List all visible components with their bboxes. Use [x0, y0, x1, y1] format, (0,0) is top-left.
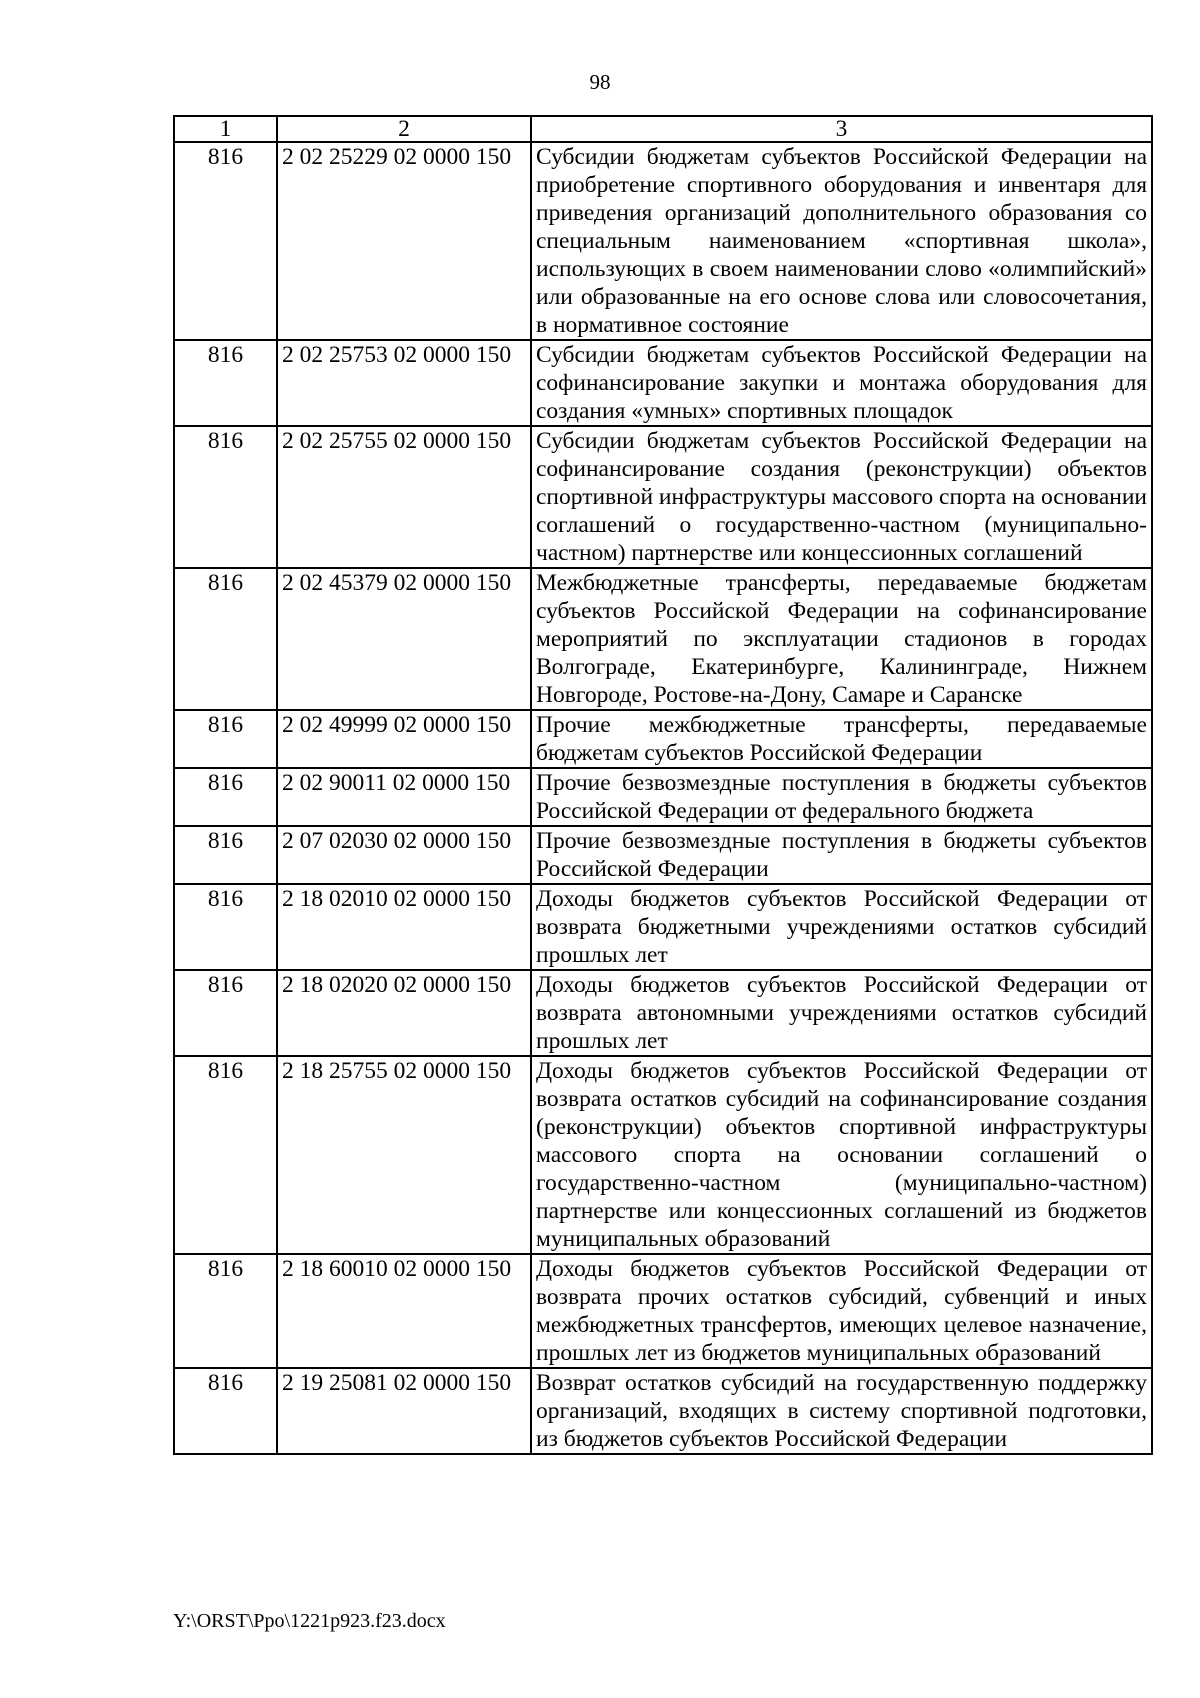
- table-row: [174, 710, 1152, 768]
- table-row: [174, 884, 1152, 970]
- column-header-3: 3: [531, 116, 1152, 142]
- footer-file-path: Y:\ORST\Ppo\1221p923.f23.docx: [173, 1610, 446, 1632]
- admin-code-cell: 816: [174, 826, 277, 884]
- admin-code-cell: 816: [174, 1368, 277, 1454]
- admin-code-cell: 816: [174, 568, 277, 710]
- description-cell: Субсидии бюджетам субъектов Российской Федерации на софинансирование создания (реконструкции) объектов спортивной инфраструктуры массового спорта на основании соглашений о государственно-частном (муниципально-частном) партнерстве или концессионных соглашений: [531, 426, 1152, 568]
- description-cell: Межбюджетные трансферты, передаваемые бюджетам субъектов Российской Федерации на софинансирование мероприятий по эксплуатации стадионов в городах Волгограде, Екатеринбурге, Калининграде, Нижнем Новгороде, Ростове-на-Дону, Самаре и Саранске: [531, 568, 1152, 710]
- description-cell: Субсидии бюджетам субъектов Российской Федерации на софинансирование закупки и монтажа оборудования для создания «умных» спортивных площадок: [531, 340, 1152, 426]
- description-cell: Возврат остатков субсидий на государственную поддержку организаций, входящих в систему спортивной подготовки, из бюджетов субъектов Российской Федерации: [531, 1368, 1152, 1454]
- table-header-row: [174, 116, 1152, 142]
- budget-code-cell: 2 18 60010 02 0000 150: [277, 1254, 531, 1368]
- table-row: [174, 568, 1152, 710]
- budget-code-cell: 2 02 90011 02 0000 150: [277, 768, 531, 826]
- table-row: [174, 1056, 1152, 1254]
- budget-code-cell: 2 07 02030 02 0000 150: [277, 826, 531, 884]
- budget-code-cell: 2 18 25755 02 0000 150: [277, 1056, 531, 1254]
- description-cell: Доходы бюджетов субъектов Российской Федерации от возврата бюджетными учреждениями остатков субсидий прошлых лет: [531, 884, 1152, 970]
- budget-code-cell: 2 02 25753 02 0000 150: [277, 340, 531, 426]
- admin-code-cell: 816: [174, 884, 277, 970]
- admin-code-cell: 816: [174, 426, 277, 568]
- budget-code-cell: 2 19 25081 02 0000 150: [277, 1368, 531, 1454]
- admin-code-cell: 816: [174, 970, 277, 1056]
- admin-code-cell: 816: [174, 1254, 277, 1368]
- column-header-2: 2: [277, 116, 531, 142]
- admin-code-cell: 816: [174, 710, 277, 768]
- table-row: [174, 970, 1152, 1056]
- description-cell: Субсидии бюджетам субъектов Российской Федерации на приобретение спортивного оборудования и инвентаря для приведения организаций дополнительного образования со специальным наименованием «спортивная школа», использующих в своем наименовании слово «олимпийский» или образованные на его основе слова или словосочетания, в нормативное состояние: [531, 142, 1152, 340]
- description-cell: Доходы бюджетов субъектов Российской Федерации от возврата остатков субсидий на софинансирование создания (реконструкции) объектов спортивной инфраструктуры массового спорта на основании соглашений о государственно-частном (муниципально-частном) партнерстве или концессионных соглашений из бюджетов муниципальных образований: [531, 1056, 1152, 1254]
- admin-code-cell: 816: [174, 768, 277, 826]
- page-number: 98: [589, 70, 611, 94]
- table-row: [174, 340, 1152, 426]
- budget-code-cell: 2 02 25229 02 0000 150: [277, 142, 531, 340]
- table-row: [174, 426, 1152, 568]
- admin-code-cell: 816: [174, 142, 277, 340]
- budget-code-cell: 2 02 49999 02 0000 150: [277, 710, 531, 768]
- table-row: [174, 142, 1152, 340]
- table-row: [174, 1254, 1152, 1368]
- description-cell: Доходы бюджетов субъектов Российской Федерации от возврата прочих остатков субсидий, субвенций и иных межбюджетных трансфертов, имеющих целевое назначение, прошлых лет из бюджетов муниципальных образований: [531, 1254, 1152, 1368]
- admin-code-cell: 816: [174, 1056, 277, 1254]
- description-cell: Прочие безвозмездные поступления в бюджеты субъектов Российской Федерации: [531, 826, 1152, 884]
- table-row: [174, 826, 1152, 884]
- income-codes-table: [173, 115, 1153, 1455]
- description-cell: Прочие безвозмездные поступления в бюджеты субъектов Российской Федерации от федерального бюджета: [531, 768, 1152, 826]
- description-cell: Доходы бюджетов субъектов Российской Федерации от возврата автономными учреждениями остатков субсидий прошлых лет: [531, 970, 1152, 1056]
- table-row: [174, 768, 1152, 826]
- budget-code-cell: 2 18 02010 02 0000 150: [277, 884, 531, 970]
- budget-code-cell: 2 18 02020 02 0000 150: [277, 970, 531, 1056]
- admin-code-cell: 816: [174, 340, 277, 426]
- table-row: [174, 1368, 1152, 1454]
- column-header-1: 1: [174, 116, 277, 142]
- budget-code-cell: 2 02 45379 02 0000 150: [277, 568, 531, 710]
- description-cell: Прочие межбюджетные трансферты, передаваемые бюджетам субъектов Российской Федерации: [531, 710, 1152, 768]
- budget-code-cell: 2 02 25755 02 0000 150: [277, 426, 531, 568]
